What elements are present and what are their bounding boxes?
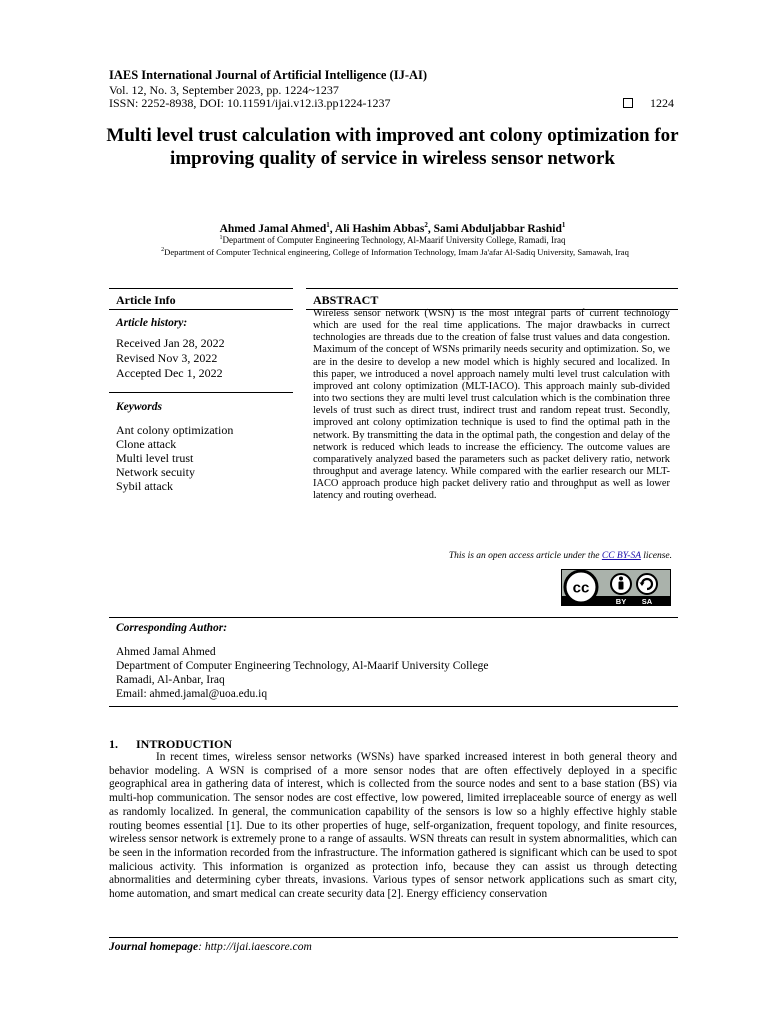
corresponding-block bbox=[116, 645, 489, 701]
share-alike-icon bbox=[637, 574, 657, 594]
author-3-sup: 1 bbox=[561, 221, 566, 229]
introduction-paragraph: In recent times, wireless sensor networks (WSNs) have sparked increased interest in both general theory and behavior modeling. A WSN is comprised of a more sensor nodes that are often effectively deployed in a specific geographical area in gathering data of interest, which is collected from the source nodes and sent to a base station (BS) via multi-hop communication. The sensor nodes are cost effective, low powered, limited irreplaceable source of energy as well as randomly localized. In general, the communication capability of the sensors is low so a highly effective highly stable routing beomes essential [1]. Due to its other properties of huge, self-organization, frequent topology, and finite resources, wireless sensor network is extremely prone to a range of assaults. WSN threats can result in system abnormalities, which can be seen in the information recorded from the infrastructure. The information gathered is significant which can be used to spot malicious activity. This information is organized as protection info, because they can assist us through detecting abnormalities and determining cyber threats, invasions. Various types of sensor network applications such as smart city, home automation, and smart medical can create security data [2]. Energy efficiency conservation bbox=[109, 751, 677, 901]
homepage-label: Journal homepage bbox=[109, 941, 199, 953]
affiliation-1-sup: 1 bbox=[219, 235, 223, 241]
license-prefix: This is an open access article under the bbox=[448, 551, 602, 561]
license-note bbox=[300, 551, 672, 561]
affiliation-2 bbox=[110, 247, 680, 257]
article-info-heading: Article Info bbox=[116, 293, 176, 307]
divider bbox=[109, 392, 293, 393]
affiliation-2-text: Department of Computer Technical engineering, College of Information Technology, Imam Ja'afar Al-Sadiq University, Samawah, Iraq bbox=[164, 247, 629, 257]
author-list bbox=[100, 221, 685, 235]
author-2-sup: 2 bbox=[424, 221, 428, 229]
journal-name: IAES International Journal of Artificial Intelligence (IJ-AI) bbox=[109, 68, 428, 82]
footer-divider bbox=[109, 937, 678, 938]
issn-doi: ISSN: 2252-8938, DOI: 10.11591/ijai.v12.i3.pp1224-1237 bbox=[109, 96, 391, 110]
abstract-heading: ABSTRACT bbox=[313, 293, 379, 307]
accepted-date: Accepted Dec 1, 2022 bbox=[116, 366, 223, 380]
keyword-item: Sybil attack bbox=[116, 479, 173, 493]
section-heading bbox=[109, 737, 232, 752]
section-title: INTRODUCTION bbox=[136, 737, 233, 751]
history-heading: Article history: bbox=[116, 317, 188, 329]
section-number: 1. bbox=[109, 737, 118, 751]
keyword-item: Ant colony optimization bbox=[116, 423, 234, 437]
divider bbox=[109, 288, 293, 289]
corresponding-dept: Department of Computer Engineering Technology, Al-Maarif University College bbox=[116, 660, 489, 672]
cc-icon-text: cc bbox=[572, 579, 590, 597]
abstract-text: Wireless sensor network (WSN) is the most integral parts of current technology which are used for the real time applications. The major drawbacks in currect technologies are threads due to the creation of false trust values and data congestion. Maximum of the concept of WSNs primarily needs security and optimization. So, we are in the desire to develop a new model which is highly secured and localized. In this paper, we introduced a novel approach namely multi level trust calculation with improved ant colony optimization (MLT-IACO). This approach mainly sub-divided into two sections they are multi level trust calculation which is the combination three levels of trust such as direct trust, indirect trust and random repeat trust. Secondly, improved ant colony optimization technique is used to find the optimal path in the network. By transmitting the data in the optimal path, the congestion and delay of the network is reduced which leads to increase the efficiency. The outcome values are comparatively analyzed based the parameters such as packet delivery ratio, network throughput and average latency. While compared with the earlier research our MLT-IACO approach produce high packet delivery ratio and throughput as well as lower latency and routing overhead. bbox=[313, 308, 670, 502]
revised-date: Revised Nov 3, 2022 bbox=[116, 351, 218, 365]
homepage-url[interactable]: http://ijai.iaescore.com bbox=[204, 941, 312, 953]
keyword-item: Network secuity bbox=[116, 465, 195, 479]
corresponding-name: Ahmed Jamal Ahmed bbox=[116, 646, 216, 658]
divider bbox=[109, 617, 678, 618]
square-icon bbox=[623, 98, 633, 108]
author-2: Ali Hashim Abbas bbox=[334, 222, 425, 235]
divider bbox=[109, 706, 678, 707]
corresponding-email[interactable]: Email: ahmed.jamal@uoa.edu.iq bbox=[116, 688, 268, 700]
corresponding-heading: Corresponding Author: bbox=[116, 622, 228, 634]
sa-label: SA bbox=[641, 597, 653, 606]
affiliation-2-sup: 2 bbox=[161, 247, 165, 254]
keyword-item: Clone attack bbox=[116, 437, 177, 451]
keyword-item: Multi level trust bbox=[116, 451, 194, 465]
corresponding-city: Ramadi, Al-Anbar, Iraq bbox=[116, 674, 225, 686]
by-label: BY bbox=[615, 597, 627, 606]
cc-by-sa-link[interactable]: CC BY-SA bbox=[601, 551, 641, 561]
paper-title: Multi level trust calculation with improved ant colony optimization for improving quality of service in wireless sensor network bbox=[106, 125, 679, 169]
homepage-colon: : bbox=[198, 941, 205, 953]
affiliation-1 bbox=[100, 235, 685, 245]
affiliation-1-text: Department of Computer Engineering Technology, Al-Maarif University College, Ramadi, Iraq bbox=[222, 235, 566, 245]
divider bbox=[109, 309, 293, 310]
divider bbox=[306, 288, 678, 289]
author-1: Ahmed Jamal Ahmed bbox=[219, 222, 327, 235]
license-suffix: license. bbox=[640, 551, 672, 561]
page-number: 1224 bbox=[650, 96, 674, 110]
volume-info: Vol. 12, No. 3, September 2023, pp. 1224~1237 bbox=[109, 83, 339, 97]
cc-by-sa-badge[interactable] bbox=[561, 569, 671, 606]
journal-homepage bbox=[109, 941, 312, 953]
keywords-heading: Keywords bbox=[116, 401, 162, 413]
author-sep: , bbox=[329, 222, 335, 235]
introduction-body bbox=[109, 751, 677, 902]
received-date: Received Jan 28, 2022 bbox=[116, 336, 225, 350]
author-1-sup: 1 bbox=[326, 221, 330, 229]
author-3: Sami Abduljabbar Rashid bbox=[433, 222, 562, 235]
author-sep: , bbox=[427, 222, 434, 235]
